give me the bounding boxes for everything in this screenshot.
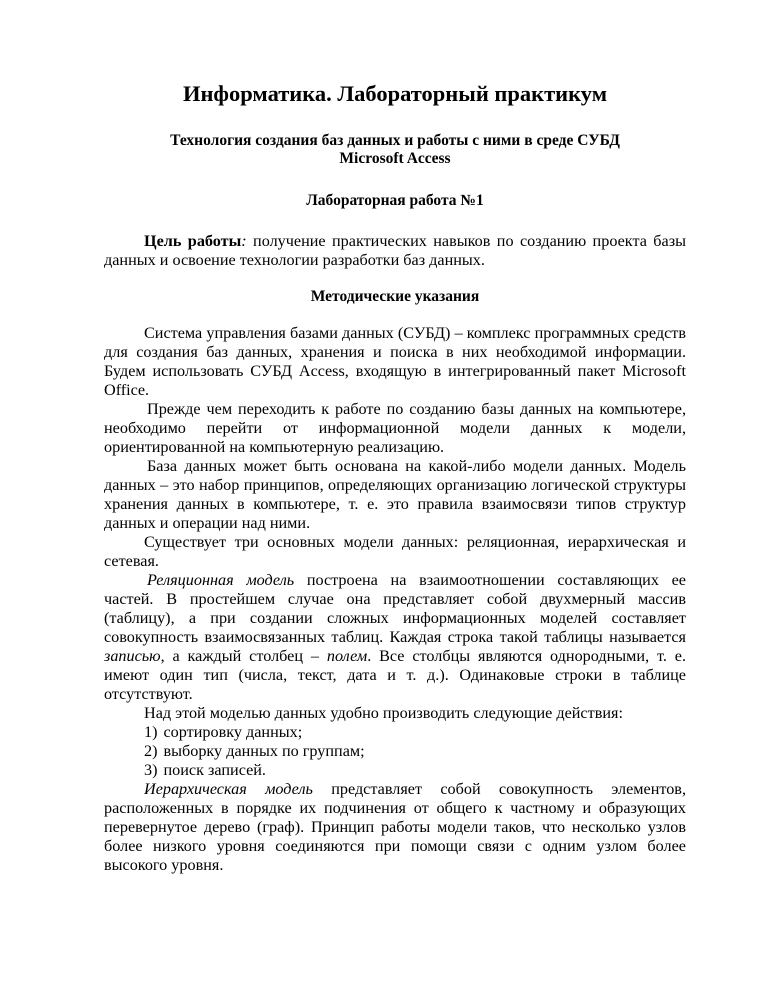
term-relational-model: Реляционная модель [147,571,295,589]
paragraph-actions-intro: Над этой моделью данных удобно производить следующие действия: [144,704,623,722]
relational-text-a: построена на взаимоотношении составляющих ее частей. В простейшем случае она представляет собой двухмерный массив (таблицу), а при создании сложных информационных моделей составляет совокупность взаимосвязанных таблиц. Каждая строка такой таблицы называется [104,571,686,646]
relational-text-b: , а каждый столбец – [160,647,327,665]
goal-label: Цель работы [144,232,242,250]
goal-colon: : [241,232,247,250]
goal-text: получение практических навыков по созданию проекта базы данных и освоение технологии разработки баз данных. [104,232,686,269]
paragraph-data-model: База данных может быть основана на какой-либо модели данных. Модель данных – это набор принципов, определяющих организацию логической структуры хранения данных в компьютере, т. е. это правила взаимосвязи типов структур данных и операции над ними. [104,457,686,532]
relational-text-c: . Все столбцы являются однородными, т. е. имеют один тип (числа, текст, дата и т. д.). Одинаковые строки в таблице отсутствуют. [104,647,686,703]
paragraph-dbms-definition: Система управления базами данных (СУБД) – комплекс программных средств для создания баз данных, хранения и поиска в них необходимой информации. Будем использовать СУБД Access, входящую в интегрированный пакет Microsoft Office. [104,324,686,399]
paragraph-model-types: Существует три основных модели данных: реляционная, иерархическая и сетевая. [104,533,686,570]
paragraph-transition: Прежде чем переходить к работе по созданию базы данных на компьютере, необходимо перейти от информационной модели данных к модели, ориентированной на компьютерную реализацию. [104,400,686,456]
actions-list [104,723,686,780]
hierarchical-text: представляет собой совокупность элементов, расположенных в порядке их подчинения от общего к частному и образующих перевернутое дерево (граф). Принцип работы модели таков, что несколько узлов более низкого уровня соединяются при помощи связи с одним узлом более высокого уровня. [104,780,686,874]
document-page [104,80,686,875]
list-item: 2) выборку данных по группам; [144,742,365,760]
document-title: Информатика. Лабораторный практикум [182,81,608,106]
lab-number-heading: Лабораторная работа №1 [306,192,484,209]
paragraph-relational-model [104,571,686,704]
term-record: записью [104,647,161,665]
document-subtitle: Технология создания баз данных и работы с ними в среде СУБД Microsoft Access [170,132,620,167]
goal-paragraph [104,232,686,270]
term-field: полем [326,647,368,665]
term-hierarchical-model: Иерархическая модель [144,780,313,798]
list-item: 1) сортировку данных; [144,723,303,741]
paragraph-hierarchical-model [104,780,686,875]
section-heading: Методические указания [310,288,480,305]
list-item: 3) поиск записей. [144,761,266,779]
